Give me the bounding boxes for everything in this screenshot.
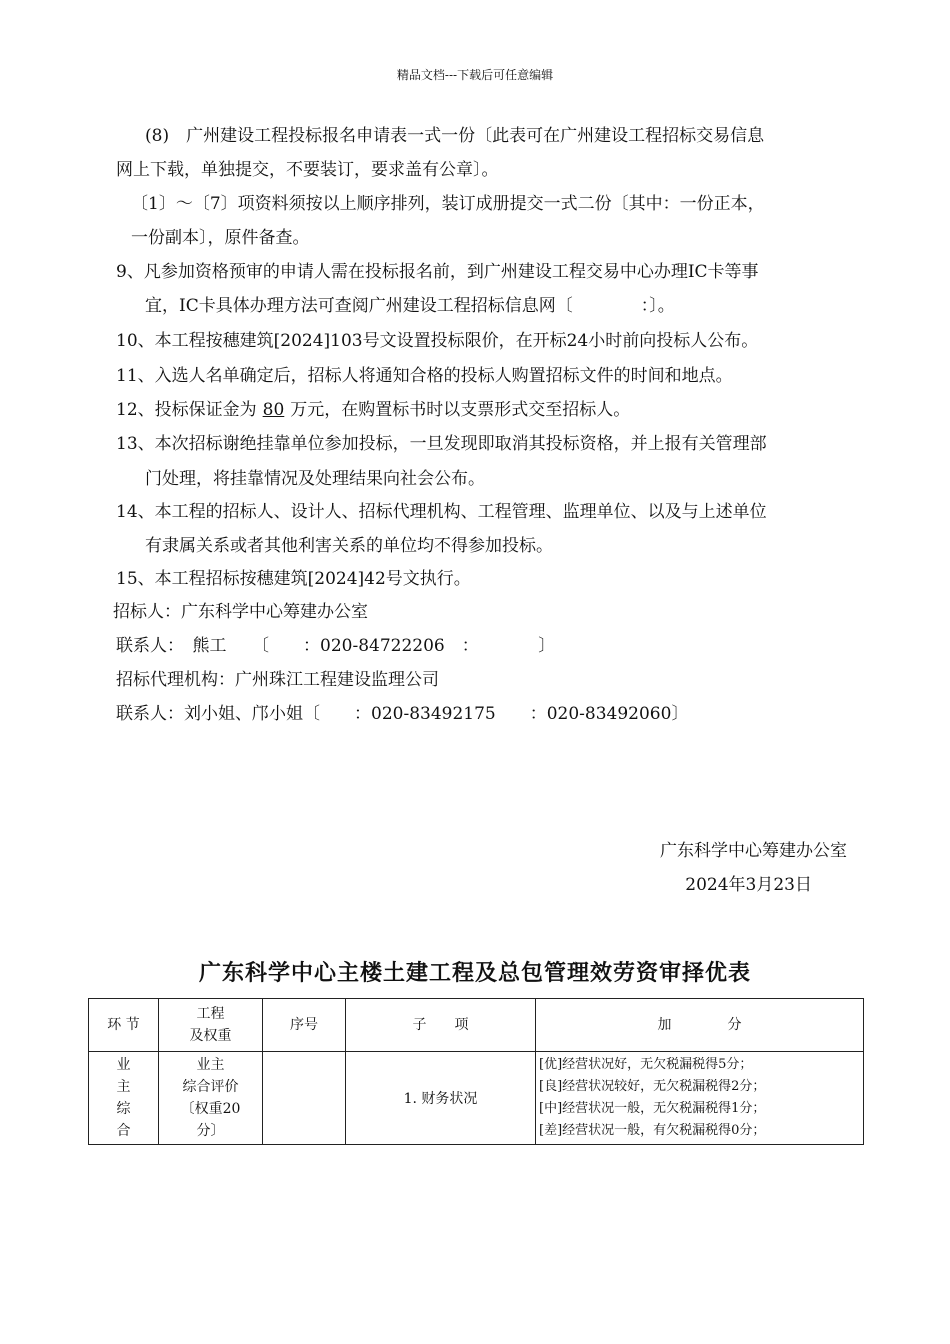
header-project <box>159 999 263 1052</box>
score-line: [优]经营状况好，无欠税漏税得5分； <box>539 1057 753 1072</box>
text-line: 11、入选人名单确定后，招标人将通知合格的投标人购置招标文件的时间和地点。 <box>116 366 733 386</box>
text-line: 〔1〕～〔7〕项资料须按以上顺序排列，装订成册提交一式二份〔其中：一份正本， <box>131 194 765 214</box>
table-title: 广东科学中心主楼土建工程及总包管理效劳资审择优表 <box>198 961 751 986</box>
text-line: 14、本工程的招标人、设计人、招标代理机构、工程管理、监理单位、以及与上述单位 <box>116 502 767 522</box>
deposit-amount: 80 <box>262 400 285 420</box>
stage-char: 综 <box>116 1101 131 1117</box>
text-line: 15、本工程招标按穗建筑[2024]42号文执行。 <box>116 569 471 589</box>
score-line: [差]经营状况一般，有欠税漏税得0分； <box>539 1123 766 1138</box>
header-stage: 环 节 <box>89 999 159 1052</box>
header-score: 加 分 <box>536 999 864 1052</box>
signature-org: 广东科学中心筹建办公室 <box>660 841 847 861</box>
agency-line: 招标代理机构：广州珠江工程建设监理公司 <box>116 670 439 690</box>
stage-char: 主 <box>116 1079 131 1095</box>
deposit-suffix: 万元，在购置标书时以支票形式交至招标人。 <box>290 400 631 420</box>
text-line: 有隶属关系或者其他利害关系的单位均不得参加投标。 <box>145 536 553 556</box>
tenderer-line: 招标人：广东科学中心筹建办公室 <box>113 602 368 622</box>
text-line: 9、凡参加资格预审的申请人需在投标报名前，到广州建设工程交易中心办理IC卡等事 <box>116 262 759 282</box>
text-line: 网上下载，单独提交，不要装订，要求盖有公章〕。 <box>116 160 499 180</box>
cell-seq <box>263 1052 346 1145</box>
stage-char: 业 <box>116 1057 131 1073</box>
evaluation-table <box>88 998 864 1145</box>
score-line: [良]经营状况较好，无欠税漏税得2分； <box>539 1079 766 1094</box>
contact-line-2: 联系人：刘小姐、邝小姐〔 ：020-83492175 ：020-83492060〕 <box>116 704 689 724</box>
header-seq: 序号 <box>263 999 346 1052</box>
contact-line-1: 联系人： 熊工 〔 ：020-84722206 ： 〕 <box>116 636 556 656</box>
text-line-deposit <box>116 398 630 422</box>
table-header-row <box>89 999 864 1052</box>
text-line: 10、本工程按穗建筑[2024]103号文设置投标限价，在开标24小时前向投标人公布。 <box>116 331 759 351</box>
project-line: 业主 <box>196 1057 225 1073</box>
text-line: 一份副本〕，原件备查。 <box>131 228 310 248</box>
header-project-line: 工程 <box>196 1006 225 1022</box>
project-line: 分〕 <box>196 1123 225 1139</box>
page-header: 精品文档---下载后可任意编辑 <box>396 68 554 82</box>
score-line: [中]经营状况一般，无欠税漏税得1分； <box>539 1101 766 1116</box>
cell-stage <box>89 1052 159 1145</box>
table-row <box>89 1052 864 1145</box>
stage-char: 合 <box>116 1123 131 1139</box>
cell-project <box>159 1052 263 1145</box>
text-line: 宜，IC卡具体办理方法可查阅广州建设工程招标信息网〔 ：〕。 <box>145 296 675 316</box>
project-line: 综合评价 <box>182 1079 239 1095</box>
cell-score <box>536 1052 864 1145</box>
project-line: 〔权重20 <box>180 1101 241 1117</box>
text-line: 13、本次招标谢绝挂靠单位参加投标，一旦发现即取消其投标资格，并上报有关管理部 <box>116 434 767 454</box>
text-line: 门处理，将挂靠情况及处理结果向社会公布。 <box>145 469 485 489</box>
header-item: 子 项 <box>346 999 536 1052</box>
deposit-prefix: 12、投标保证金为 <box>116 400 257 420</box>
signature-date: 2024年3月23日 <box>685 875 812 895</box>
cell-item: 1. 财务状况 <box>346 1052 536 1145</box>
text-line: (8) 广州建设工程投标报名申请表一式一份〔此表可在广州建设工程招标交易信息 <box>145 126 765 146</box>
header-project-line: 及权重 <box>189 1028 232 1044</box>
